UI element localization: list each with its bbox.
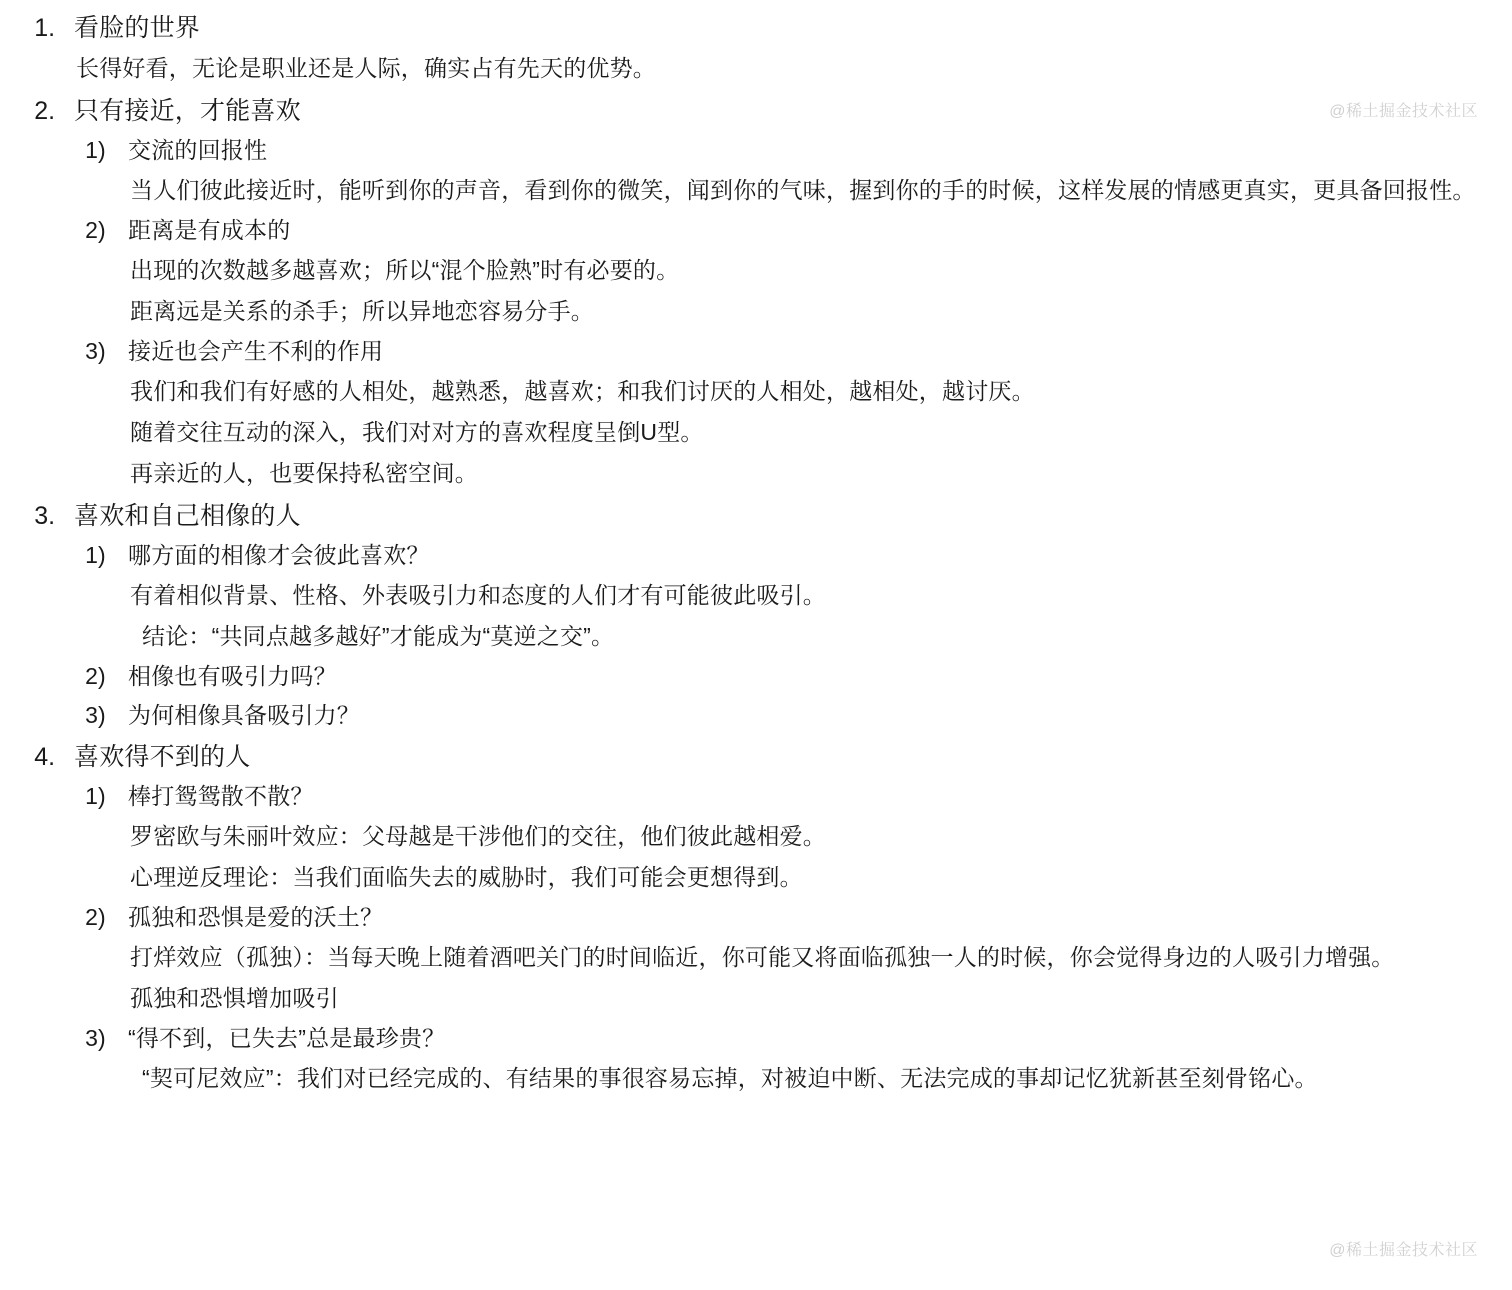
watermark-top: @稀土掘金技术社区 [1329, 103, 1478, 120]
outline-subitem [112, 657, 1488, 696]
section-body [74, 48, 1488, 89]
paragraph: 出现的次数越多越喜欢；所以“混个脸熟”时有必要的。 [130, 257, 680, 283]
subsection-title: 2. 孤独和恐惧是爱的沃土？ [128, 904, 384, 930]
section-title: 4. 喜欢得不到的人 [74, 743, 251, 771]
section-title: 1. 看脸的世界 [74, 14, 201, 42]
subsection-title: 1. 棒打鸳鸳散不散？ [128, 783, 314, 809]
outline-subitem [112, 332, 1488, 494]
outline-subitem [112, 211, 1488, 332]
paragraph: 结论：“共同点越多越好”才能成为“莫逆之交”。 [142, 623, 615, 649]
section-title: 2. 只有接近，才能喜欢 [74, 97, 301, 125]
paragraph: 随着交往互动的深入，我们对对方的喜欢程度呈倒U型。 [130, 419, 704, 445]
subsection-title: 2. 相像也有吸引力吗？ [128, 663, 337, 689]
subsection-title: 1. 交流的回报性 [128, 137, 268, 163]
outline-subitem [112, 696, 1488, 735]
outline-list-level2 [74, 131, 1488, 494]
subsection-title: 1. 哪方面的相像才会彼此喜欢？ [128, 542, 430, 568]
outline-subitem [112, 1019, 1488, 1099]
subsection-title: 3. 接近也会产生不利的作用 [128, 338, 384, 364]
outline-subitem [112, 131, 1488, 211]
paragraph: 再亲近的人，也要保持私密空间。 [130, 460, 478, 486]
subsection-title: 2. 距离是有成本的 [128, 217, 291, 243]
outline-subitem [112, 536, 1488, 657]
outline-list-level2 [74, 777, 1488, 1099]
paragraph: 我们和我们有好感的人相处，越熟悉，越喜欢；和我们讨厌的人相处，越相处，越讨厌。 [130, 378, 1035, 404]
outline-item-2 [62, 91, 1488, 494]
outline-list-level1 [16, 8, 1488, 1099]
outline-subitem [112, 898, 1488, 1019]
paragraph: 孤独和恐惧增加吸引 [130, 985, 339, 1011]
watermark-bottom: @稀土掘金技术社区 [1329, 1242, 1478, 1259]
outline-item-3 [62, 496, 1488, 735]
paragraph: 长得好看，无论是职业还是人际，确实占有先天的优势。 [76, 55, 656, 81]
paragraph: 打烊效应（孤独）：当每天晚上随着酒吧关门的时间临近，你可能又将面临孤独一人的时候，你会觉得身边的人吸引力增强。 [130, 944, 1395, 970]
subsection-title: 3. “得不到，已失去”总是最珍贵？ [128, 1025, 446, 1051]
paragraph: 罗密欧与朱丽叶效应：父母越是干涉他们的交往，他们彼此越相爱。 [130, 823, 826, 849]
paragraph: 心理逆反理论：当我们面临失去的威胁时，我们可能会更想得到。 [130, 864, 803, 890]
outline-subitem [112, 777, 1488, 898]
paragraph: 距离远是关系的杀手；所以异地恋容易分手。 [130, 298, 594, 324]
outline-item-4 [62, 737, 1488, 1099]
subsection-title: 3. 为何相像具备吸引力？ [128, 702, 360, 728]
outline-item-1 [62, 8, 1488, 89]
paragraph: 有着相似背景、性格、外表吸引力和态度的人们才有可能彼此吸引。 [130, 582, 826, 608]
paragraph: 当人们彼此接近时，能听到你的声音，看到你的微笑，闻到你的气味，握到你的手的时候，这样发展的情感更真实，更具备回报性。 [130, 177, 1476, 203]
paragraph: “契可尼效应”：我们对已经完成的、有结果的事很容易忘掉，对被迫中断、无法完成的事却记忆犹新甚至刻骨铭心。 [142, 1065, 1318, 1091]
outline-list-level2 [74, 536, 1488, 735]
section-title: 3. 喜欢和自己相像的人 [74, 502, 301, 530]
